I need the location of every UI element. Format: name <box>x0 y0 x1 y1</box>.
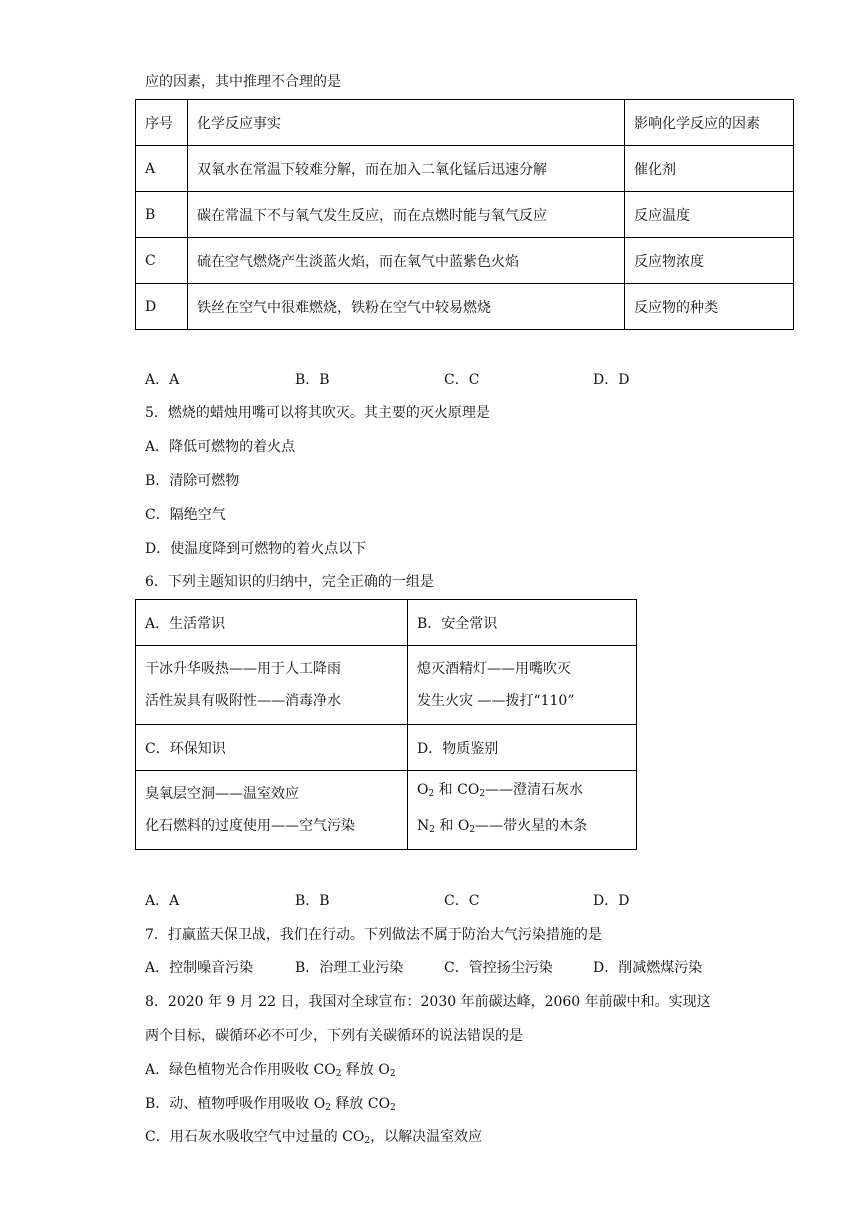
table-cell: 铁丝在空气中很难燃烧，铁粉在空气中较易燃烧 <box>188 284 625 330</box>
group-c-item: 化石燃料的过度使用——空气污染 <box>145 818 355 834</box>
option-a[interactable]: A．控制噪音污染 <box>145 960 254 976</box>
table-row <box>136 192 794 238</box>
table-cell: B <box>136 192 188 238</box>
formula-text: 和 O <box>434 818 470 834</box>
group-a-content <box>136 646 408 725</box>
option-text: C．用石灰水吸收空气中过量的 CO <box>145 1129 365 1145</box>
option-a[interactable]: A．A <box>145 893 180 909</box>
option-d[interactable]: D．D <box>593 372 630 388</box>
formula-text: 和 CO <box>434 782 480 798</box>
group-b-title: B．安全常识 <box>408 600 637 646</box>
group-c-item: 臭氧层空洞——温室效应 <box>145 786 299 802</box>
table-row <box>136 600 637 646</box>
table-row <box>136 771 637 850</box>
option-text: 释放 O <box>341 1062 390 1078</box>
option-c[interactable]: C．C <box>444 372 480 388</box>
option-b[interactable]: B．治理工业污染 <box>295 960 404 976</box>
option-b[interactable]: B．清除可燃物 <box>145 473 240 489</box>
question-6-options <box>145 891 665 911</box>
group-a-title: A．生活常识 <box>136 600 408 646</box>
question-4-intro: 应的因素，其中推理不合理的是 <box>145 74 341 90</box>
option-a[interactable] <box>145 1060 396 1084</box>
table-row <box>136 284 794 330</box>
table-cell: A <box>136 146 188 192</box>
header-cell: 化学反应事实 <box>188 100 625 146</box>
table-cell: 催化剂 <box>625 146 794 192</box>
question-7-options <box>145 958 745 978</box>
option-text: B．动、植物呼吸作用吸收 O <box>145 1096 326 1112</box>
group-d-title: D．物质鉴别 <box>408 725 637 771</box>
table-cell: 碳在常温下不与氧气发生反应，而在点燃时能与氧气反应 <box>188 192 625 238</box>
group-d-item <box>417 774 627 810</box>
subscript: 2 <box>469 825 476 835</box>
group-a-item: 活性炭具有吸附性——消毒净水 <box>145 693 341 709</box>
subscript: 2 <box>364 1136 371 1146</box>
subscript: 2 <box>479 789 486 799</box>
option-a[interactable]: A．A <box>145 372 180 388</box>
table-cell: 硫在空气燃烧产生淡蓝火焰，而在氧气中蓝紫色火焰 <box>188 238 625 284</box>
option-b[interactable]: B．B <box>295 372 330 388</box>
formula-text: ——澄清石灰水 <box>485 782 584 798</box>
option-c[interactable]: C．隔绝空气 <box>145 507 226 523</box>
table-cell: 双氧水在常温下较难分解，而在加入二氧化锰后迅速分解 <box>188 146 625 192</box>
question-8-stem: 8．2020 年 9 月 22 日，我国对全球宣布：2030 年前碳达峰，2060 年前碳中和。实现这 <box>145 994 711 1010</box>
table-row <box>136 238 794 284</box>
table-cell: 反应物的种类 <box>625 284 794 330</box>
option-b[interactable]: B．B <box>295 893 330 909</box>
option-a[interactable]: A．降低可燃物的着火点 <box>145 439 296 455</box>
subscript: 2 <box>429 825 435 835</box>
subscript: 2 <box>428 789 435 799</box>
table-header-row <box>136 100 794 146</box>
group-d-item <box>417 810 627 846</box>
group-c-content <box>136 771 408 850</box>
question-5-stem: 5．燃烧的蜡烛用嘴可以将其吹灭。其主要的灭火原理是 <box>145 405 490 421</box>
table-cell: 反应物浓度 <box>625 238 794 284</box>
option-c[interactable]: C．管控扬尘污染 <box>444 960 553 976</box>
option-d[interactable]: D．使温度降到可燃物的着火点以下 <box>145 541 367 557</box>
option-text: ，以解决温室效应 <box>370 1129 483 1145</box>
subscript: 2 <box>390 1103 396 1113</box>
group-d-content <box>408 771 637 850</box>
subscript: 2 <box>389 1069 396 1079</box>
option-text: A．绿色植物光合作用吸收 CO <box>145 1062 336 1078</box>
formula-text: O <box>417 782 429 798</box>
question-6-stem: 6．下列主题知识的归纳中，完全正确的一组是 <box>145 574 434 590</box>
option-text: 释放 CO <box>330 1096 391 1112</box>
question-4-options <box>145 370 665 390</box>
formula-text: N <box>417 818 430 834</box>
option-b[interactable] <box>145 1094 396 1118</box>
formula-text: ——带火星的木条 <box>475 818 588 834</box>
header-cell: 序号 <box>136 100 188 146</box>
question-7-stem: 7．打赢蓝天保卫战，我们在行动。下列做法不属于防治大气污染措施的是 <box>145 927 602 943</box>
subscript: 2 <box>335 1069 342 1079</box>
group-b-content <box>408 646 637 725</box>
table-row <box>136 725 637 771</box>
header-cell: 影响化学反应的因素 <box>625 100 794 146</box>
option-c[interactable] <box>145 1127 482 1151</box>
table-cell: C <box>136 238 188 284</box>
table-cell: 反应温度 <box>625 192 794 238</box>
reaction-factors-table <box>135 99 794 330</box>
table-row <box>136 646 637 725</box>
group-c-title: C．环保知识 <box>136 725 408 771</box>
knowledge-summary-table <box>135 599 637 850</box>
option-d[interactable]: D．削减燃煤污染 <box>593 960 703 976</box>
option-c[interactable]: C．C <box>444 893 480 909</box>
table-cell: D <box>136 284 188 330</box>
table-row <box>136 146 794 192</box>
group-a-item: 干冰升华吸热——用于人工降雨 <box>145 661 341 677</box>
question-8-stem-continued: 两个目标，碳循环必不可少，下列有关碳循环的说法错误的是 <box>145 1028 523 1044</box>
subscript: 2 <box>325 1103 331 1113</box>
option-d[interactable]: D．D <box>593 893 630 909</box>
group-b-item: 发生火灾 ——拨打“110” <box>417 693 575 709</box>
group-b-item: 熄灭酒精灯——用嘴吹灭 <box>417 661 571 677</box>
